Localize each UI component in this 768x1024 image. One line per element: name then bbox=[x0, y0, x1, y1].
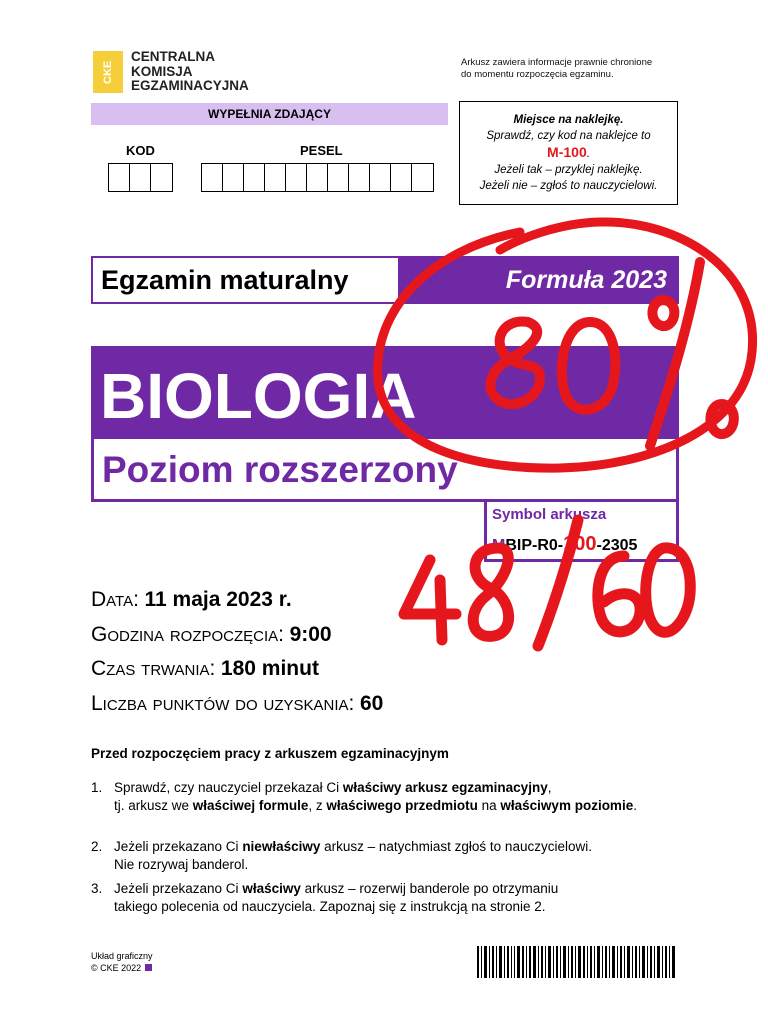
digit-4-stroke bbox=[404, 560, 456, 640]
subject-title: BIOLOGIA bbox=[91, 346, 679, 436]
footer bbox=[91, 950, 153, 974]
logo-line: CENTRALNA bbox=[131, 49, 215, 64]
sticker-line: Sprawdź, czy kod na naklejce to bbox=[486, 130, 651, 142]
cke-logo-icon: CKE bbox=[93, 51, 123, 93]
pesel-label: PESEL bbox=[300, 143, 343, 158]
exam-points: Liczba punktów do uzyskania: 60 bbox=[91, 692, 384, 715]
footer-line: Układ graficzny bbox=[91, 951, 153, 961]
kod-label: KOD bbox=[126, 143, 155, 158]
sticker-area: Miejsce na naklejkę. Sprawdź, czy kod na naklejce to M-100. Jeżeli tak – przyklej naklejkę. Jeżeli nie – zgłoś to nauczycielowi. bbox=[459, 101, 678, 205]
sheet-code-label: Symbol arkusza bbox=[492, 506, 607, 523]
exam-start-time: Godzina rozpoczęcia: 9:00 bbox=[91, 623, 332, 646]
instruction-item: 3. Jeżeli przekazano Ci właściwy arkusz – rozerwij banderole po otrzymaniu takiego polecenia od nauczyciela. Zapoznaj się z instrukcją na stronie 2. bbox=[91, 881, 559, 914]
sticker-line: Jeżeli tak – przyklej naklejkę. bbox=[494, 164, 643, 176]
exam-date: Data: 11 maja 2023 r. bbox=[91, 588, 292, 611]
instructions-title: Przed rozpoczęciem pracy z arkuszem egzaminacyjnym bbox=[91, 746, 449, 761]
sticker-code: M-100 bbox=[547, 144, 587, 160]
logo-line: KOMISJA bbox=[131, 63, 193, 79]
instruction-item: 2. Jeżeli przekazano Ci niewłaściwy arkusz – natychmiast zgłoś to nauczycielowi. Nie rozrywaj banderol. bbox=[91, 839, 592, 872]
notice-line: do momentu rozpoczęcia egzaminu. bbox=[461, 69, 614, 80]
notice-line: Arkusz zawiera informacje prawnie chronione bbox=[461, 57, 653, 68]
level-title: Poziom rozszerzony bbox=[91, 436, 679, 502]
sheet-code: MBIP-R0-100-2305 bbox=[492, 533, 638, 555]
purple-square-icon bbox=[145, 964, 152, 971]
pesel-input-boxes[interactable] bbox=[201, 163, 434, 192]
logo-text bbox=[131, 50, 249, 94]
footer-line: © CKE 2022 bbox=[91, 963, 142, 973]
fill-by-student-bar: WYPEŁNIA ZDAJĄCY bbox=[91, 103, 448, 125]
logo-line: EGZAMINACYJNA bbox=[131, 78, 249, 93]
digit-6-stroke bbox=[598, 556, 640, 632]
kod-input-boxes[interactable] bbox=[108, 163, 173, 192]
sticker-title: Miejsce na naklejkę. bbox=[513, 114, 624, 126]
percent-dot-stroke bbox=[710, 404, 733, 434]
barcode-icon bbox=[477, 946, 675, 978]
instruction-item: 1. Sprawdź, czy nauczyciel przekazał Ci właściwy arkusz egzaminacyjny, tj. arkusz we właściwej formule, z właściwego przedmiotu na właściwym poziomie. bbox=[91, 780, 637, 813]
exam-formula: Formuła 2023 bbox=[398, 258, 677, 302]
sticker-line: Jeżeli nie – zgłoś to nauczycielowi. bbox=[479, 180, 658, 192]
exam-title: Egzamin maturalny bbox=[93, 258, 398, 302]
legal-notice bbox=[461, 57, 652, 81]
exam-duration: Czas trwania: 180 minut bbox=[91, 657, 319, 680]
